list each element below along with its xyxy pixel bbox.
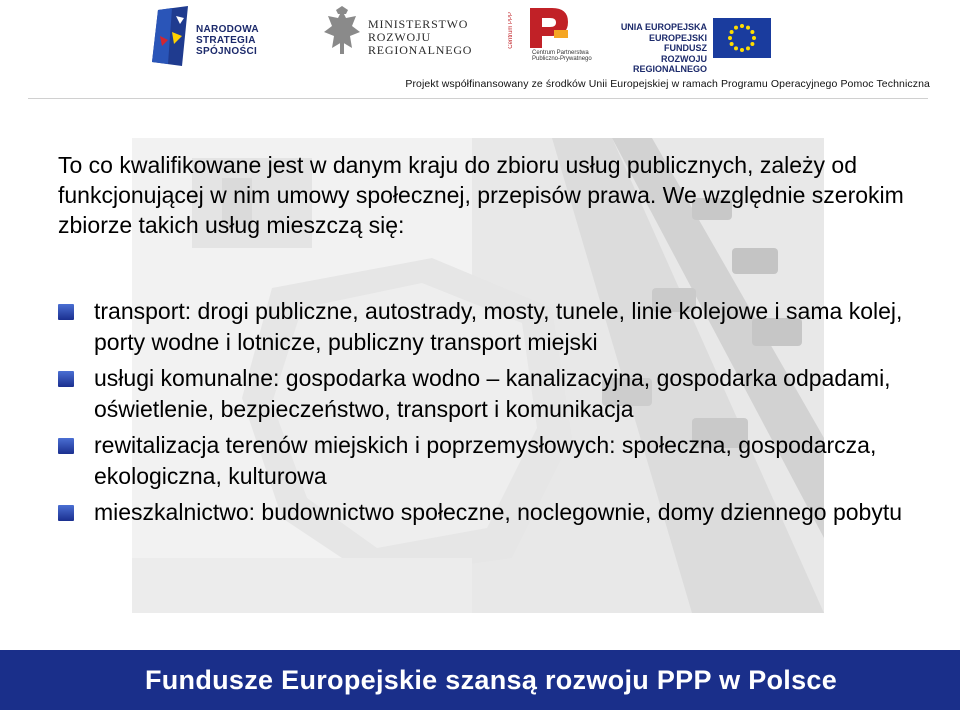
mrr-logo-line2: ROZWOJU xyxy=(368,30,431,44)
mrr-logo xyxy=(322,6,472,72)
nss-flag-icon xyxy=(152,6,192,68)
nss-logo-line2: STRATEGIA SPÓJNOŚCI xyxy=(196,35,258,57)
eu-logo-line3: ROZWOJU REGIONALNEGO xyxy=(632,53,707,74)
ppp-p-icon xyxy=(522,6,582,50)
main-content xyxy=(58,150,918,534)
bullet-text: rewitalizacja terenów miejskich i poprzemysłowych: społeczna, gospodarcza, ekologiczna, kulturowa xyxy=(94,432,877,489)
co-financing-tagline: Projekt współfinansowany ze środków Unii Europejskiej w ramach Programu Operacyjnego Pomoc Techniczna xyxy=(405,78,930,90)
bullet-square-icon xyxy=(58,371,74,387)
header-divider xyxy=(28,98,928,99)
bullet-text: mieszkalnictwo: budownictwo społeczne, noclegownie, domy dziennego pobytu xyxy=(94,499,903,525)
eu-flag-icon xyxy=(713,18,771,58)
nss-logo xyxy=(152,6,302,72)
ppp-logo xyxy=(508,6,592,72)
eu-logo-line1: UNIA EUROPEJSKA xyxy=(620,22,707,32)
ppp-caption2: Publiczno-Prywatnego xyxy=(532,56,592,62)
footer-slogan: Fundusze Europejskie szansą rozwoju PPP w Polsce xyxy=(144,665,838,695)
bullet-item xyxy=(58,430,914,491)
bullet-item xyxy=(58,363,914,424)
bullet-square-icon xyxy=(58,304,74,320)
eu-logo xyxy=(605,6,780,72)
bullet-list xyxy=(58,296,918,528)
eagle-emblem-icon xyxy=(322,6,362,58)
bullet-text: usługi komunalne: gospodarka wodno – kanalizacyjna, gospodarka odpadami, oświetlenie, bezpieczeństwo, transport i komunikacja xyxy=(94,365,891,422)
ppp-caption1: Centrum Partnerstwa xyxy=(532,50,589,56)
intro-paragraph: To co kwalifikowane jest w danym kraju do zbioru usług publicznych, zależy od funkcjonującej w nim umowy społecznej, przepisów prawa. We względnie szerokim zbiorze takich usług mieszczą się: xyxy=(58,152,904,238)
bullet-square-icon xyxy=(58,505,74,521)
bullet-item xyxy=(58,296,914,357)
bullet-item xyxy=(58,497,914,528)
mrr-logo-line3: REGIONALNEGO xyxy=(368,43,473,57)
bullet-text: transport: drogi publiczne, autostrady, mosty, tunele, linie kolejowe i sama kolej, porty wodne i lotnicze, publiczny transport miejski xyxy=(94,298,903,355)
bullet-square-icon xyxy=(58,438,74,454)
footer-banner xyxy=(0,650,960,710)
ppp-logo-vertical: Centrum PPP xyxy=(508,12,514,49)
eu-logo-line2: EUROPEJSKI FUNDUSZ xyxy=(648,32,707,53)
mrr-logo-line1: MINISTERSTWO xyxy=(368,17,469,31)
header xyxy=(0,0,960,100)
nss-logo-line1: NARODOWA xyxy=(196,24,259,35)
